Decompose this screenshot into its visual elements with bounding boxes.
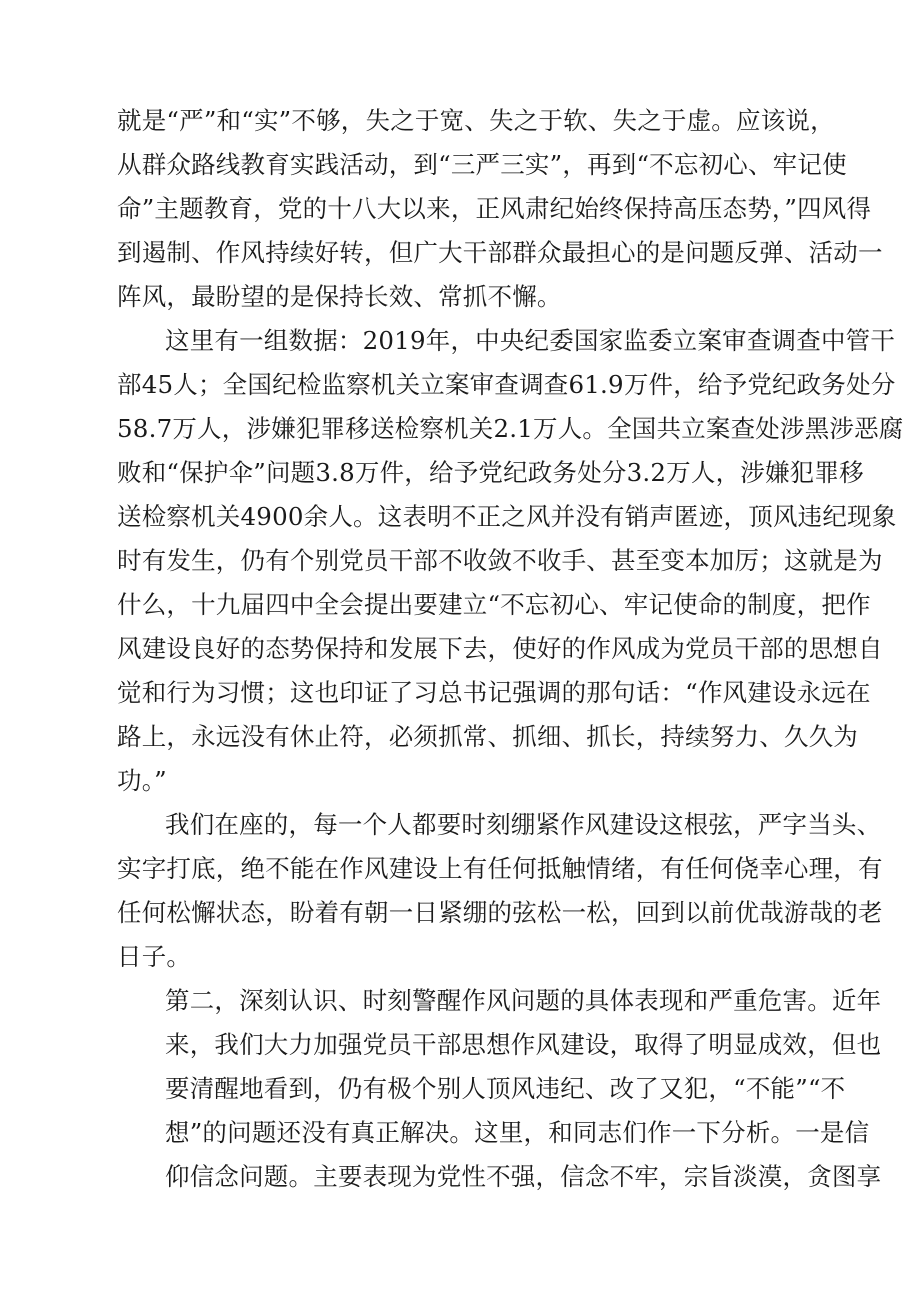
text-line: 功。” bbox=[117, 766, 167, 795]
text-line: 从群众路线教育实践活动，到“三严三实”，再到“不忘初心、牢记使 bbox=[117, 150, 847, 179]
text-line: 部45人；全国纪检监察机关立案审查调查61.9万件，给予党纪政务处分 bbox=[117, 370, 896, 399]
text-line: 败和“保护伞”问题3.8万件，给予党纪政务处分3.2万人，涉嫌犯罪移 bbox=[117, 458, 864, 487]
text-line: 来，我们大力加强党员干部思想作风建设，取得了明显成效，但也 bbox=[165, 1030, 882, 1059]
text-line: 仰信念问题。主要表现为党性不强，信念不牢，宗旨淡漠，贪图享 bbox=[165, 1162, 882, 1191]
text-line: 什么，十九届四中全会提出要建立“不忘初心、牢记使命的制度，把作 bbox=[117, 590, 871, 619]
text-line: 58.7万人，涉嫌犯罪移送检察机关2.1万人。全国共立案查处涉黑涉恶腐 bbox=[117, 414, 904, 443]
text-line: 这里有一组数据：2019年，中央纪委国家监委立案审查调查中管干 bbox=[165, 326, 896, 355]
text-line: 觉和行为习惯；这也印证了习总书记强调的那句话：“作风建设永远在 bbox=[117, 678, 871, 707]
text-line: 我们在座的，每一个人都要时刻绷紧作风建设这根弦，严字当头、 bbox=[165, 810, 882, 839]
text-line: 日子。 bbox=[117, 942, 192, 971]
text-line: 要清醒地看到，仍有极个别人顶风违纪、改了又犯，“不能”“不 bbox=[165, 1074, 846, 1103]
text-line: 阵风，最盼望的是保持长效、常抓不懈。 bbox=[117, 282, 562, 311]
text-line: 就是“严”和“实”不够，失之于宽、失之于软、失之于虚。应该说， bbox=[117, 106, 835, 135]
text-line: 时有发生，仍有个别党员干部不收敛不收手、甚至变本加厉；这就是为 bbox=[117, 546, 883, 575]
text-line: 第二，深刻认识、时刻警醒作风问题的具体表现和严重危害。近年 bbox=[165, 986, 882, 1015]
text-line: 到遏制、作风持续好转，但广大干部群众最担心的是问题反弹、活动一 bbox=[117, 238, 883, 267]
text-line: 实字打底，绝不能在作风建设上有任何抵触情绪，有任何侥幸心理，有 bbox=[117, 854, 883, 883]
text-line: 命”主题教育，党的十八大以来，正风肃纪始终保持高压态势，”四风得 bbox=[117, 194, 872, 223]
text-line: 想”的问题还没有真正解决。这里，和同志们作一下分析。一是信 bbox=[165, 1118, 870, 1147]
text-line: 风建设良好的态势保持和发展下去，使好的作风成为党员干部的思想自 bbox=[117, 634, 883, 663]
text-line: 任何松懈状态，盼着有朝一日紧绷的弦松一松，回到以前优哉游哉的老 bbox=[117, 898, 883, 927]
text-line: 送检察机关4900余人。这表明不正之风并没有销声匿迹，顶风违纪现象 bbox=[117, 502, 897, 531]
text-line: 路上，永远没有休止符，必须抓常、抓细、抓长，持续努力、久久为 bbox=[117, 722, 858, 751]
